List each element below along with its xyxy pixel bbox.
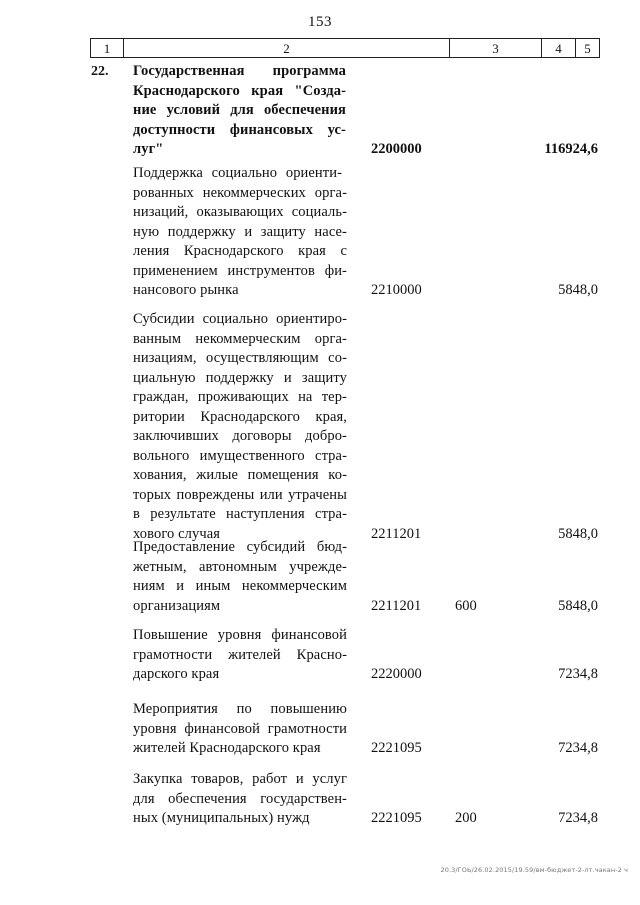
description-line: применением инструментов фи-: [133, 262, 347, 279]
row-amount: 5848,0: [558, 597, 598, 614]
row-code: 2221095: [371, 740, 422, 756]
row-expense-type: 200: [455, 810, 477, 826]
description-line: циальную поддержку и защиту: [133, 369, 347, 386]
header-col-3: 3: [449, 39, 541, 57]
row-code: 2211201: [371, 597, 422, 614]
row-description: [133, 164, 347, 301]
table-header-row: [90, 38, 600, 58]
row-amount: 5848,0: [558, 525, 598, 542]
footer-note: 20.3/ГОЬ/26.02.2015/19.59/вм-бюджет-2-лт.чакан-2 ч: [440, 866, 628, 874]
row-description: [133, 310, 347, 544]
row-description: [133, 538, 347, 616]
row-expense-type: 600: [455, 597, 477, 614]
row-code: 2210000: [371, 282, 422, 298]
description-line: Закупка товаров, работ и услуг: [133, 771, 347, 787]
description-line: доступности финансовых ус-: [133, 121, 346, 138]
description-line: Субсидии социально ориентиро-: [133, 311, 347, 327]
row-amount: 116924,6: [544, 141, 598, 157]
description-line: уровня финансовой грамотности: [133, 720, 347, 737]
page-number: 153: [308, 14, 332, 30]
row-description: [133, 626, 347, 685]
description-line: заключивших договоры добро-: [133, 428, 347, 444]
description-line: вольного имущественного стра-: [133, 447, 347, 464]
description-line: торых повреждены или утрачены: [133, 486, 347, 503]
description-line: луг": [133, 141, 164, 157]
header-col-2: 2: [123, 39, 449, 57]
description-line: Государственная программа: [133, 63, 346, 79]
row-code: 2200000: [371, 141, 422, 157]
row-code: 2211201: [371, 525, 422, 542]
description-line: Поддержка социально ориенти-: [133, 165, 343, 181]
header-col-1: 1: [90, 39, 123, 57]
row-code: 2221095: [371, 810, 422, 826]
description-line: дарского края: [133, 666, 220, 682]
description-line: для обеспечения государствен-: [133, 790, 347, 807]
description-line: рованных некоммерческих орга-: [133, 184, 347, 201]
description-line: ниям и иным некоммерческим: [133, 578, 347, 594]
description-line: Краснодарского края "Созда-: [133, 82, 346, 99]
description-line: низациям, осуществляющим со-: [133, 350, 347, 366]
description-line: в результате наступления стра-: [133, 506, 347, 522]
description-line: нансового рынка: [133, 282, 239, 298]
header-col-5: 5: [575, 39, 600, 57]
description-line: граждан, проживающих на тер-: [133, 389, 347, 405]
row-amount: 7234,8: [558, 740, 598, 756]
description-line: организациям: [133, 597, 221, 614]
row-amount: 5848,0: [558, 282, 598, 298]
row-description: [133, 770, 347, 829]
description-line: хового случая: [133, 525, 221, 542]
row-description: [133, 62, 346, 160]
description-line: хования, жилые помещения ко-: [133, 467, 347, 483]
row-amount: 7234,8: [558, 666, 598, 682]
description-line: Предоставление субсидий бюд-: [133, 539, 347, 555]
description-line: ванным некоммерческим орга-: [133, 330, 347, 347]
header-col-4: 4: [541, 39, 575, 57]
description-line: жителей Краснодарского края: [133, 740, 321, 756]
row-amount: 7234,8: [558, 810, 598, 826]
row-code: 2220000: [371, 666, 422, 682]
description-line: ние условий для обеспечения: [133, 102, 346, 118]
description-line: ления Краснодарского края с: [133, 243, 347, 259]
description-line: грамотности жителей Красно-: [133, 646, 347, 663]
description-line: низаций, оказывающих социаль-: [133, 204, 347, 220]
row-number: 22.: [91, 64, 109, 79]
row-description: [133, 700, 347, 759]
description-line: жетным, автономным учрежде-: [133, 558, 347, 575]
description-line: ную поддержку и защиту насе-: [133, 223, 347, 240]
description-line: Мероприятия по повышению: [133, 701, 347, 717]
description-line: ных (муниципальных) нужд: [133, 810, 310, 826]
description-line: Повышение уровня финансовой: [133, 627, 347, 643]
description-line: ритории Краснодарского края,: [133, 408, 347, 425]
